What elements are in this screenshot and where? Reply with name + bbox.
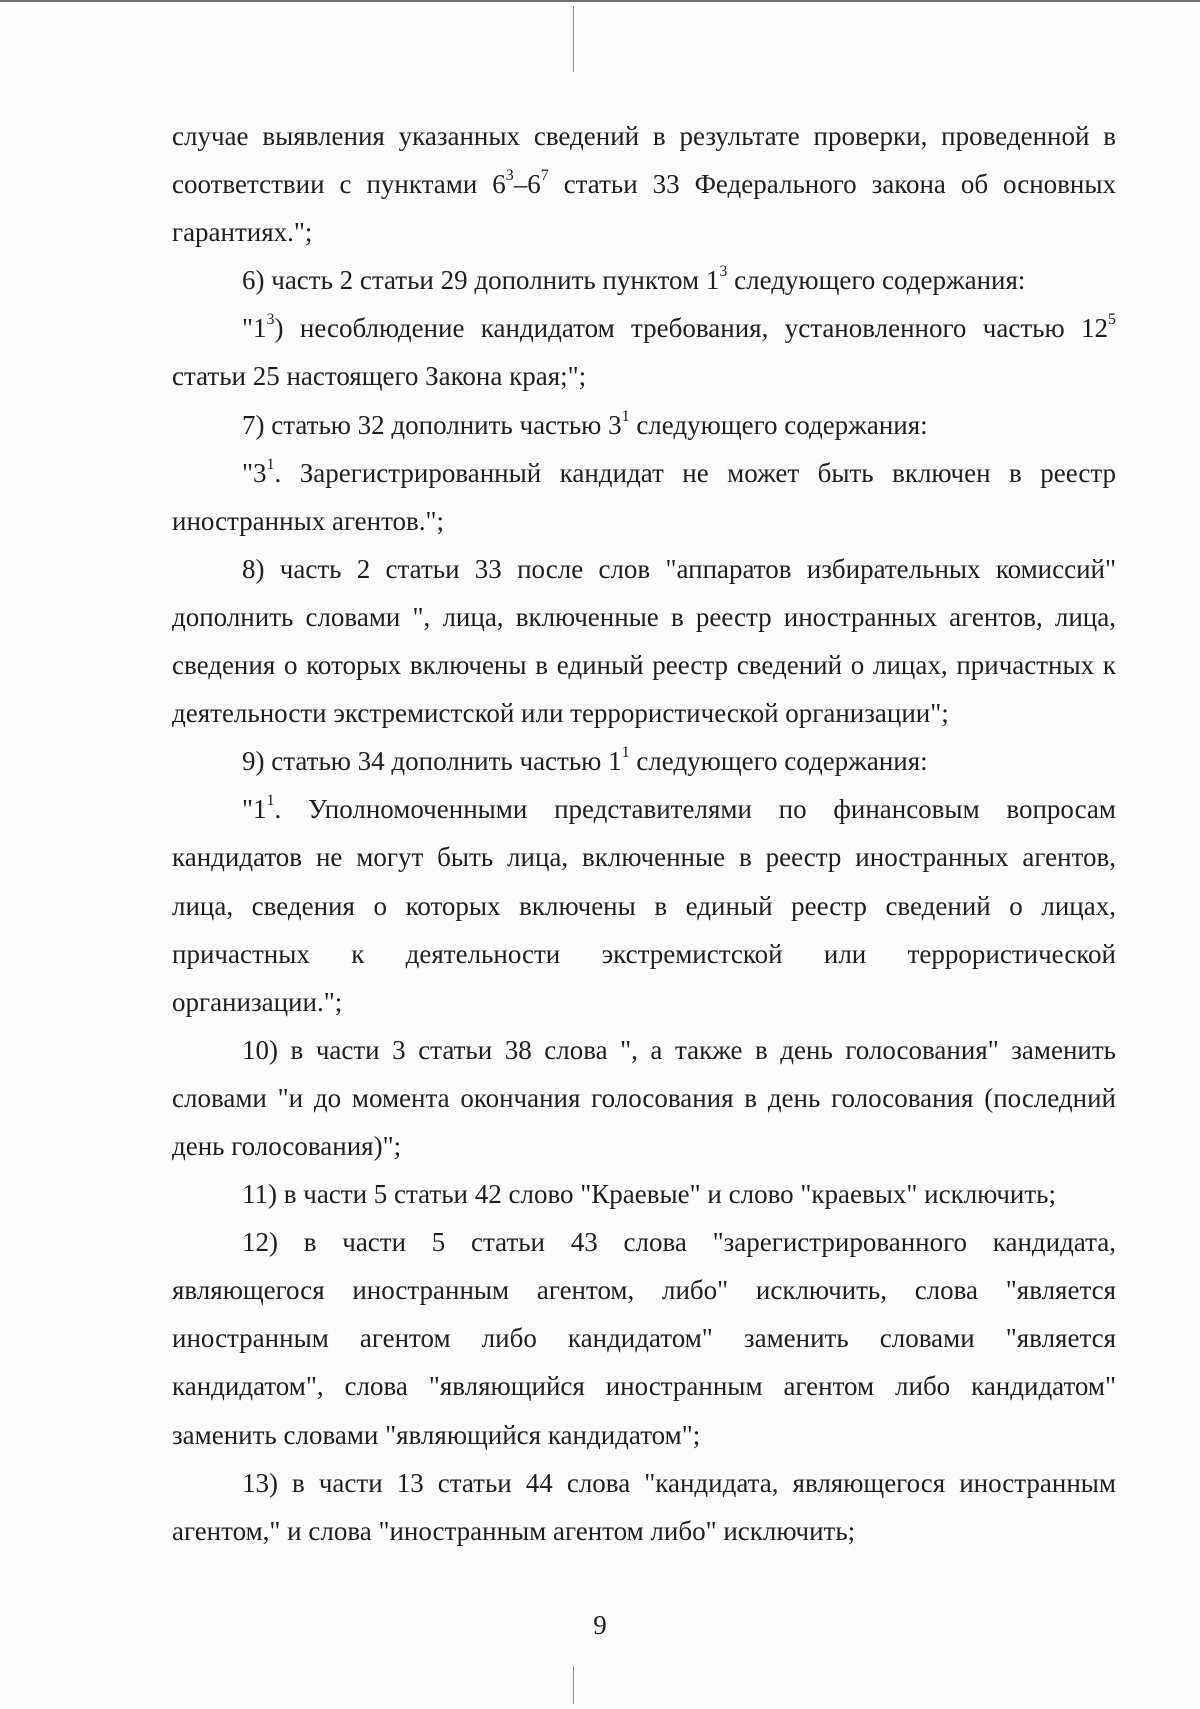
superscript: 7 bbox=[540, 167, 549, 185]
superscript: 5 bbox=[1108, 311, 1116, 329]
text-run: . Зарегистрированный кандидат не может быть включен в реестр иностранных агентов."; bbox=[172, 457, 1116, 536]
paragraph bbox=[172, 112, 1116, 256]
paragraph bbox=[172, 304, 1116, 400]
paragraph bbox=[172, 1026, 1116, 1170]
paragraph bbox=[172, 785, 1116, 1025]
text-run: "1 bbox=[242, 794, 267, 825]
text-run: "1 bbox=[242, 313, 267, 344]
superscript: 3 bbox=[505, 167, 514, 185]
paragraph bbox=[172, 737, 1116, 785]
text-run: 11) в части 5 статьи 42 слово "Краевые" и слово "краевых" исключить; bbox=[242, 1179, 1056, 1210]
text-run: 7) статью 32 дополнить частью 3 bbox=[242, 409, 622, 440]
scan-border-line bbox=[0, 0, 1200, 2]
document-body bbox=[172, 112, 1116, 1555]
text-run: "3 bbox=[242, 457, 267, 488]
text-run: следующего содержания: bbox=[629, 409, 928, 440]
text-run: 13) в части 13 статьи 44 слова "кандидата, являющегося иностранным агентом," и слова "иностранным агентом либо" исключить; bbox=[172, 1467, 1116, 1546]
superscript: 1 bbox=[621, 407, 630, 425]
text-run: 6) часть 2 статьи 29 дополнить пунктом 1 bbox=[242, 265, 720, 296]
text-run: ) несоблюдение кандидатом требования, установленного частью 12 bbox=[274, 313, 1108, 344]
text-run: статьи 33 Федерального закона об основных гарантиях."; bbox=[172, 169, 1116, 248]
paragraph bbox=[172, 545, 1116, 737]
text-run: 8) часть 2 статьи 33 после слов "аппаратов избирательных комиссий" дополнить словами ", лица, включенные в реестр иностранных агентов, лица, сведения о которых включены в единый реестр сведений о лицах, причастных к деятельности экстремистской или террористической организации"; bbox=[172, 553, 1116, 729]
paragraph bbox=[172, 1218, 1116, 1458]
text-run: случае выявления указанных сведений в результате проверки, проведенной в соответствии с пунктами 6 bbox=[172, 121, 1116, 200]
scan-fold-line bbox=[573, 1666, 574, 1704]
scan-fold-line bbox=[573, 6, 574, 72]
text-run: следующего содержания: bbox=[629, 746, 928, 777]
paragraph bbox=[172, 256, 1116, 304]
page-number: 9 bbox=[593, 1610, 607, 1640]
text-run: статьи 25 настоящего Закона края;"; bbox=[172, 361, 587, 392]
paragraph bbox=[172, 449, 1116, 545]
superscript: 1 bbox=[266, 455, 275, 473]
superscript: 3 bbox=[266, 311, 275, 329]
text-run: следующего содержания: bbox=[727, 265, 1026, 296]
text-run: . Уполномоченными представителями по финансовым вопросам кандидатов не могут быть лица, включенные в реестр иностранных агентов, лица, сведения о которых включены в единый реестр сведений о лицах, причастных к деятельности экстремистской или террористической организации."; bbox=[172, 794, 1116, 1017]
paragraph bbox=[172, 1459, 1116, 1555]
text-run: 9) статью 34 дополнить частью 1 bbox=[242, 746, 622, 777]
paragraph bbox=[172, 401, 1116, 449]
text-run: 12) в части 5 статьи 43 слова "зарегистрированного кандидата, являющегося иностранным агентом, либо" исключить, слова "является иностранным агентом либо кандидатом" заменить словами "является кандидатом", слова "являющийся иностранным агентом либо кандидатом" заменить словами "являющийся кандидатом"; bbox=[172, 1227, 1116, 1450]
superscript: 1 bbox=[266, 792, 275, 810]
text-run: 10) в части 3 статьи 38 слова ", а также в день голосования" заменить словами "и до момента окончания голосования в день голосования (последний день голосования)"; bbox=[172, 1034, 1116, 1161]
superscript: 1 bbox=[621, 744, 630, 762]
paragraph bbox=[172, 1170, 1116, 1218]
text-run: –6 bbox=[513, 169, 541, 200]
superscript: 3 bbox=[719, 263, 728, 281]
